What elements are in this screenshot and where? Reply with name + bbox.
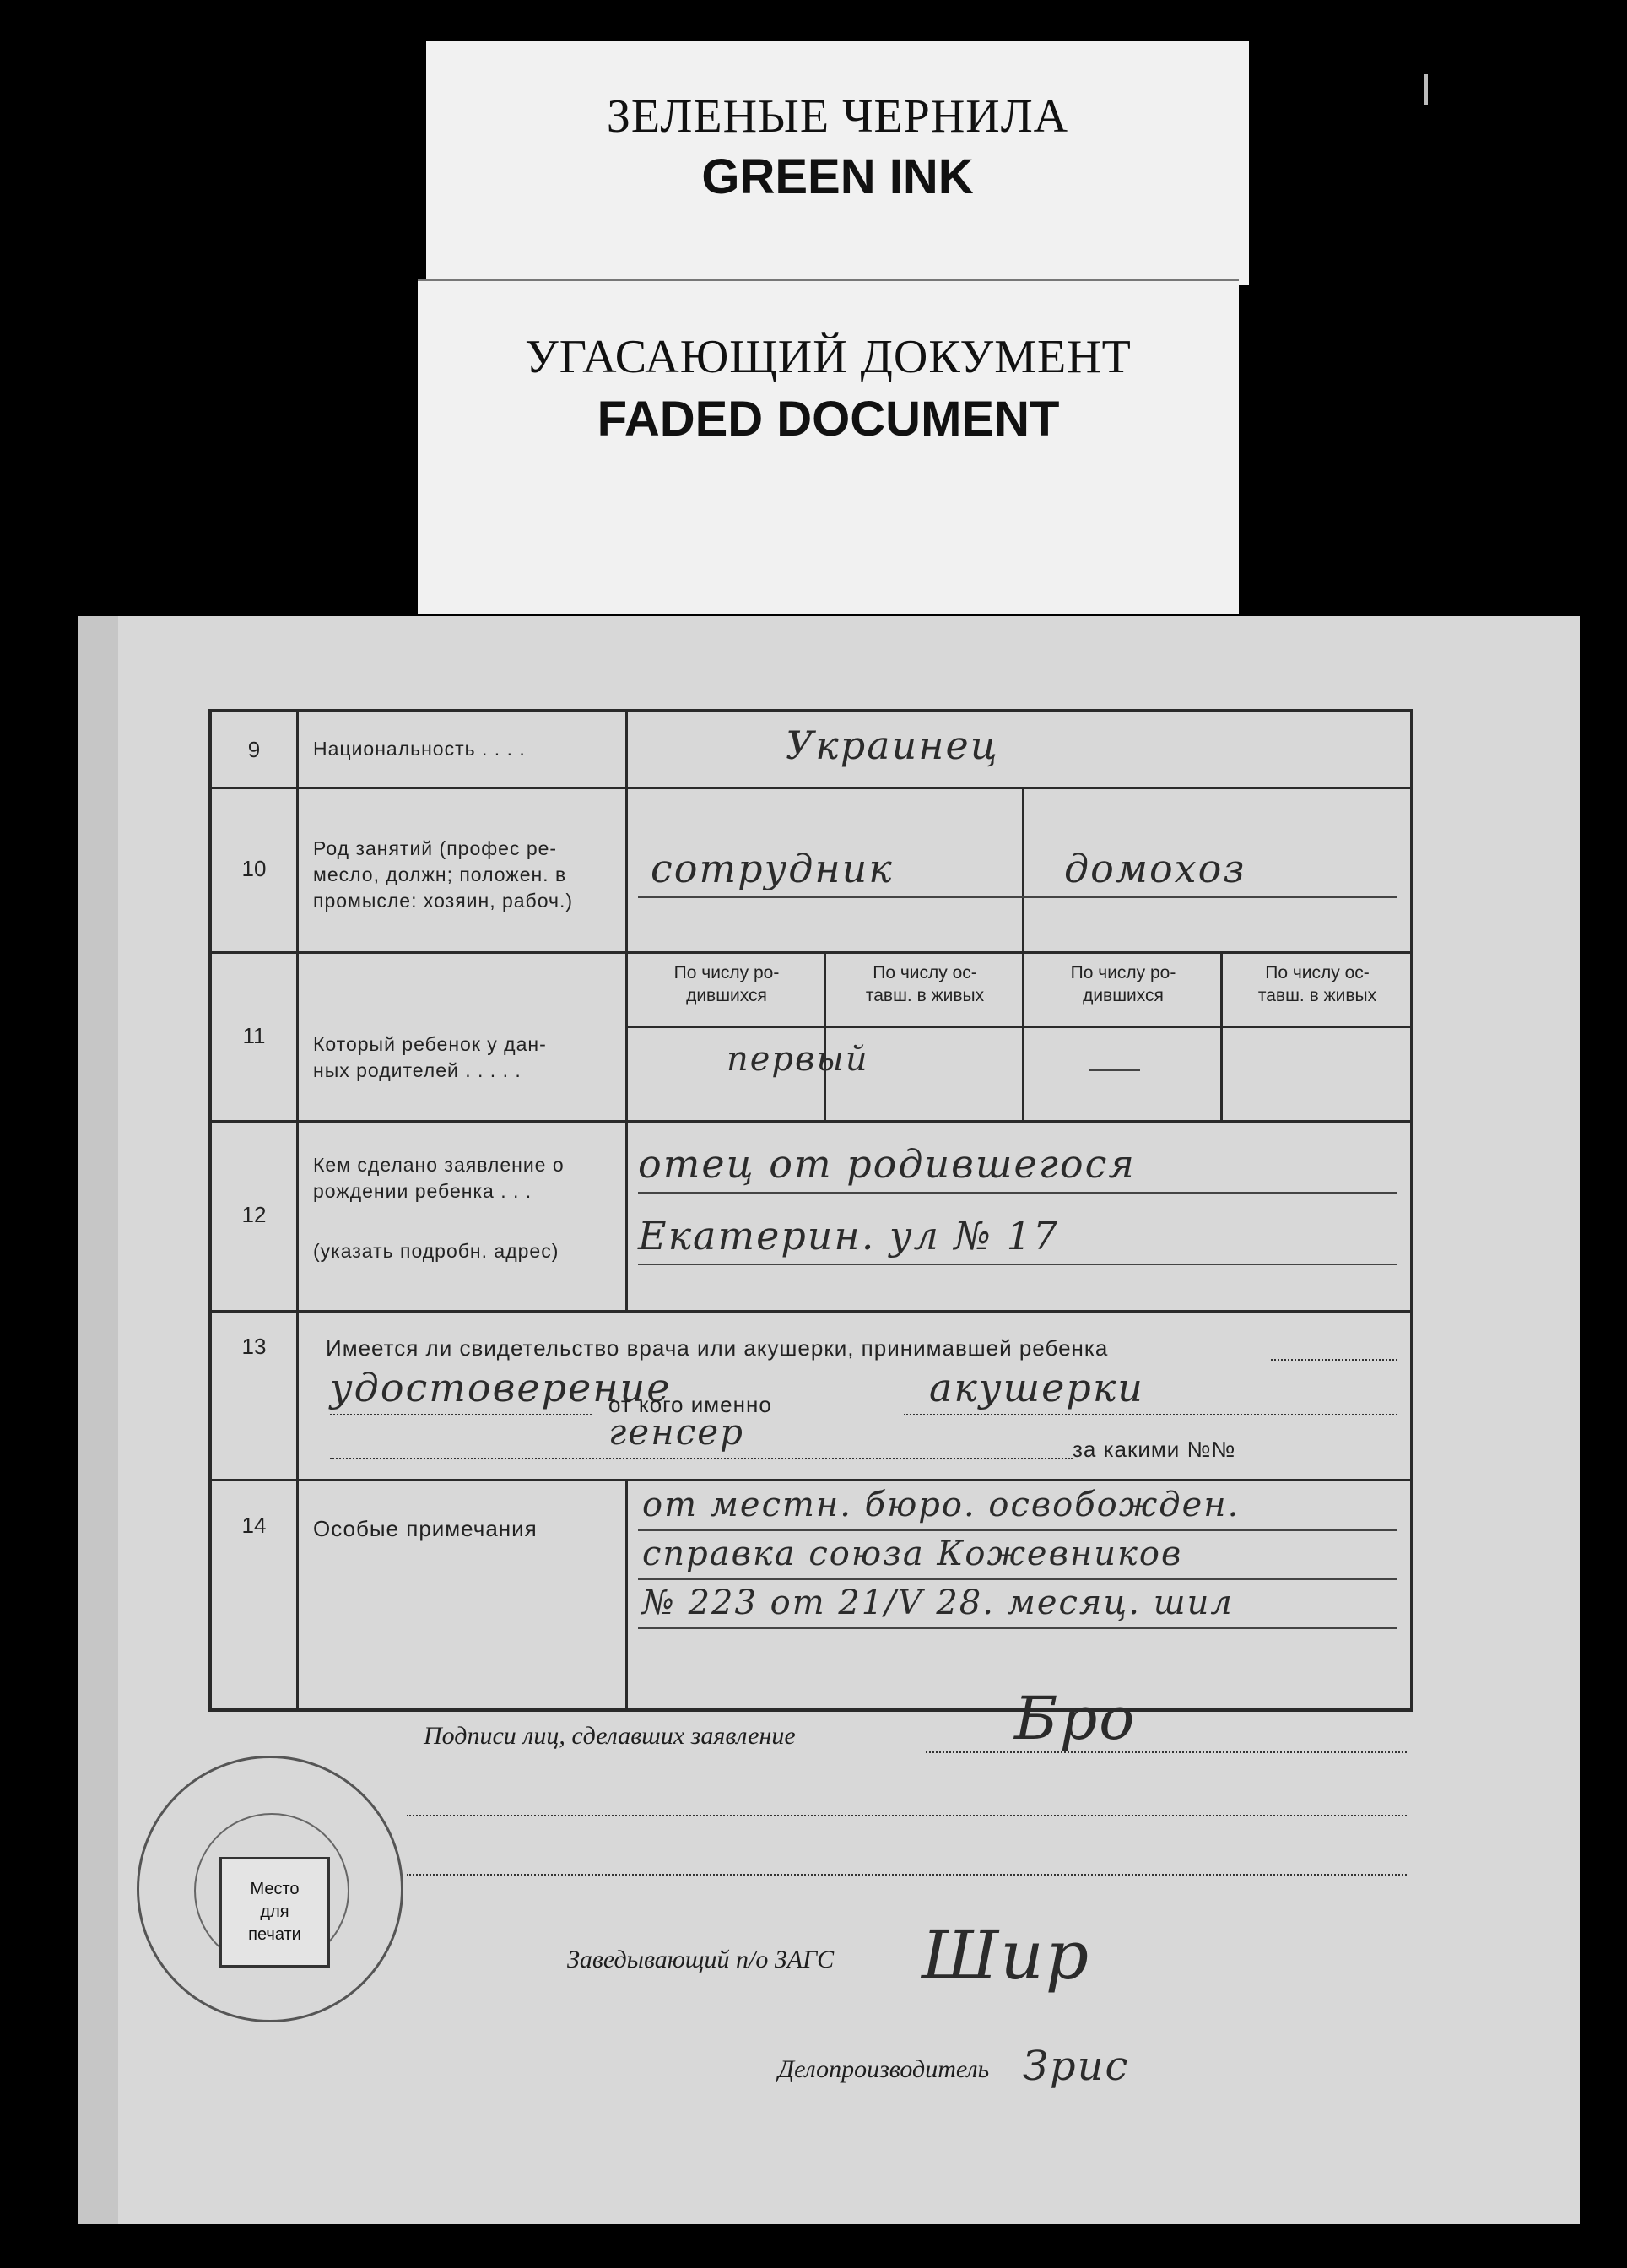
certificate-question: Имеется ли свидетельство врача или акушерки, принимавшей ребенка bbox=[326, 1335, 1109, 1361]
occupation-label: Род занятий (профес ре- месло, должн; положен. в промысле: хозяин, рабоч.) bbox=[313, 837, 574, 912]
scan-speck bbox=[1424, 74, 1428, 105]
row-number: 12 bbox=[212, 1120, 299, 1310]
green-ink-title-en: GREEN INK bbox=[701, 149, 974, 204]
row-certificate bbox=[212, 1310, 1410, 1481]
seal-label-line-1: Место bbox=[250, 1880, 300, 1898]
row-occupation bbox=[212, 787, 1410, 954]
notes-line-1: от местн. бюро. освобожден. bbox=[642, 1486, 1241, 1524]
certificate-value: удостоверение bbox=[330, 1365, 672, 1410]
seal-label-line-3: печати bbox=[248, 1925, 301, 1944]
numbers-label: за какими №№ bbox=[1073, 1437, 1236, 1462]
record-form-table bbox=[208, 709, 1413, 1712]
notes-line-2: справка союза Кожевников bbox=[642, 1535, 1183, 1573]
row-number: 9 bbox=[212, 712, 299, 787]
row-declarant bbox=[212, 1120, 1410, 1313]
clerk-signature: Зрис bbox=[1023, 2043, 1130, 2090]
head-signature: Шир bbox=[922, 1916, 1091, 1995]
subheader-born-mother: По числу ро- дившихся bbox=[1070, 963, 1176, 1006]
faded-title-ru: УГАСАЮЩИЙ ДОКУМЕНТ bbox=[525, 331, 1132, 383]
row-number: 11 bbox=[212, 951, 299, 1120]
row-number: 13 bbox=[212, 1310, 299, 1479]
applicant-signature: Бро bbox=[1014, 1684, 1137, 1753]
subheader-born-father: По числу ро- дившихся bbox=[673, 963, 780, 1006]
subheader-living-mother: По числу ос- тавш. в живых bbox=[1257, 963, 1377, 1006]
row-notes bbox=[212, 1479, 1410, 1708]
green-ink-notice bbox=[426, 41, 1249, 285]
occupation-mother: домохоз bbox=[1064, 846, 1246, 891]
row-nationality bbox=[212, 712, 1410, 789]
head-of-registry-label: Заведывающий п/о ЗАГС bbox=[567, 1946, 835, 1973]
faded-document-notice bbox=[418, 279, 1239, 614]
declarant-value: отец от родившегося bbox=[638, 1141, 1136, 1187]
from-whom-label: от кого именно bbox=[608, 1392, 772, 1417]
child-order-label: Который ребенок у дан- ных родителей . . . . . bbox=[313, 1033, 547, 1082]
declarant-label: Кем сделано заявление о рождении ребенка . . . bbox=[313, 1154, 565, 1203]
nationality-value: Украинец bbox=[786, 723, 999, 768]
row-child-order bbox=[212, 951, 1410, 1123]
seal-place-box bbox=[219, 1857, 330, 1968]
occupation-father: сотрудник bbox=[651, 846, 894, 891]
subheader-living-father: По числу ос- тавш. в живых bbox=[865, 963, 985, 1006]
child-order-value: первый bbox=[727, 1040, 869, 1079]
address-label: (указать подробн. адрес) bbox=[313, 1240, 559, 1262]
registry-sheet bbox=[78, 616, 1580, 2224]
address-value: Екатерин. ул № 17 bbox=[638, 1213, 1060, 1258]
notes-label: Особые примечания bbox=[313, 1516, 538, 1541]
midwife-name: генсер bbox=[608, 1411, 745, 1453]
applicants-signature-label: Подписи лиц, сделавших заявление bbox=[424, 1722, 796, 1750]
row-number: 14 bbox=[212, 1479, 299, 1708]
sheet-binding-edge bbox=[78, 616, 118, 2224]
nationality-label: Национальность . . . . bbox=[313, 738, 526, 760]
midwife-value: акушерки bbox=[929, 1365, 1144, 1410]
notes-line-3: № 223 от 21/V 28. месяц. шил bbox=[642, 1583, 1234, 1622]
faded-title-en: FADED DOCUMENT bbox=[597, 392, 1060, 447]
row-number: 10 bbox=[212, 787, 299, 951]
seal-label-line-2: для bbox=[260, 1903, 289, 1921]
clerk-label: Делопроизводитель bbox=[778, 2055, 990, 2083]
green-ink-title-ru: ЗЕЛЕНЫЕ ЧЕРНИЛА bbox=[606, 90, 1069, 143]
